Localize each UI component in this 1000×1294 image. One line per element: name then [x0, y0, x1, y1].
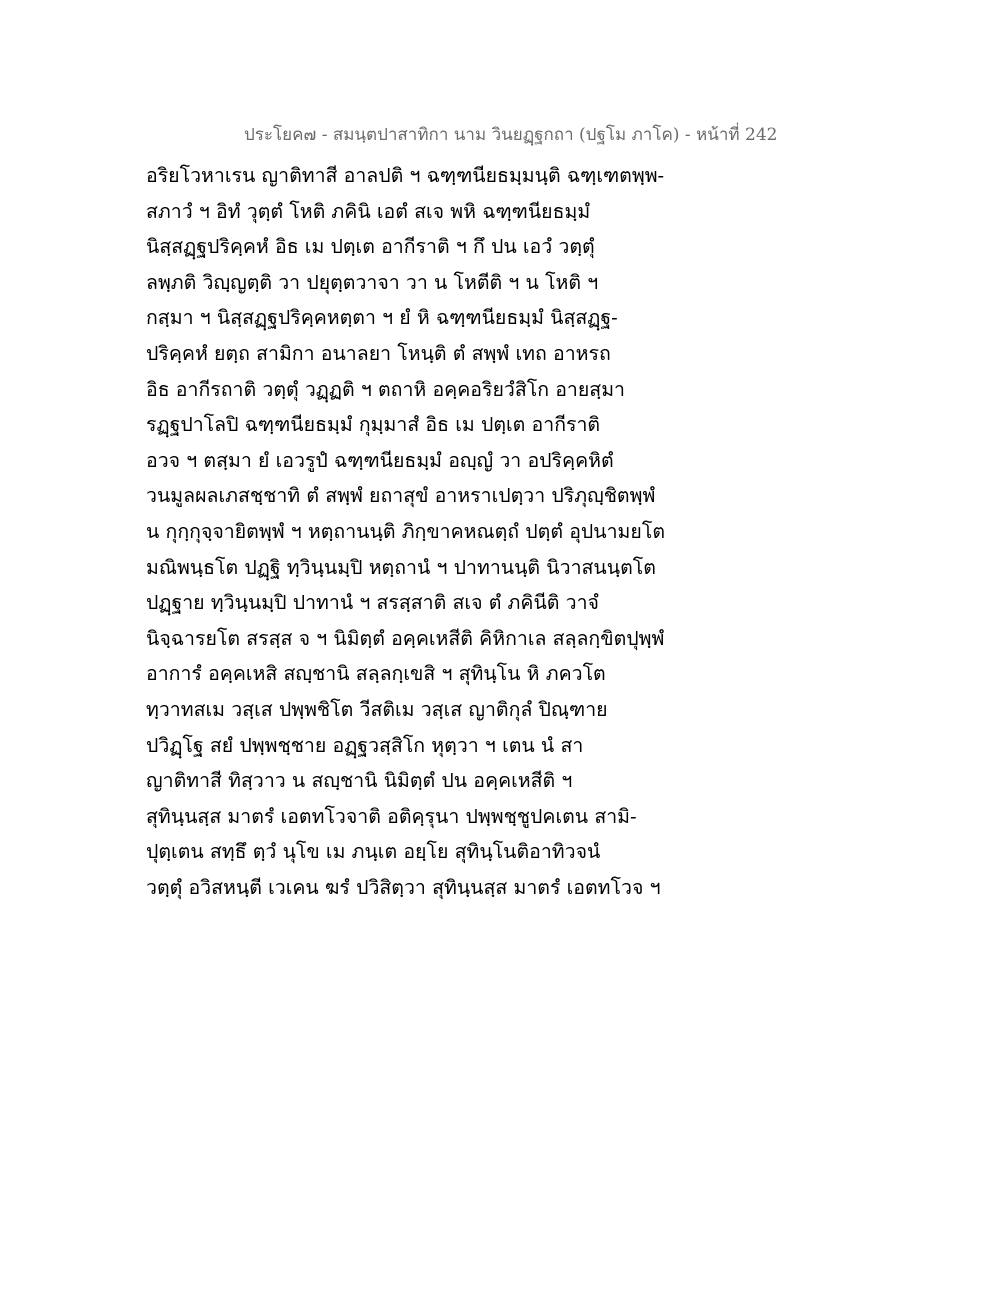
text-line: นิสฺสฏฺฐปริคฺคหํ อิธ เม ปตฺเต อากีราติ ฯ กึ ปน เอวํ วตฺตุํ — [146, 235, 595, 259]
text-line: อิธ อากีรถาติ วตฺตุํ วฏฺฏติ ฯ ตถาหิ อคฺคอริยวํสิโก อายสฺมา — [146, 377, 625, 401]
text-line: ปฏฺฐาย ทฺวินฺนมฺปิ ปาทานํ ฯ สรสฺสาติ สเจ ตํ ภคินีติ วาจํ — [146, 591, 599, 615]
text-line: อริยโวหาเรน ญาติทาสี อาลปติ ฯ ฉฑฺฑนียธมฺมนฺติ ฉฑฺเฑตพฺพ- — [146, 164, 665, 187]
text-line: ลพฺภติ วิญฺญตฺติ วา ปยุตฺตวาจา วา น โหตีติ ฯ น โหติ ฯ — [146, 270, 599, 294]
text-line: ทฺวาทสเม วสฺเส ปพฺพชิโต วีสติเม วสฺเส ญาติกุลํ ปิณฺฑาย — [146, 697, 608, 721]
body-text — [146, 158, 706, 905]
text-line: อาการํ อคฺคเหสิ สญฺชานิ สลฺลกฺเขสิ ฯ สุทินฺโน หิ ภควโต — [146, 662, 606, 686]
text-line: มณิพนฺธโต ปฏฺฐิ ทฺวินฺนมฺปิ หตฺถานํ ฯ ปาทานนฺติ นิวาสนนฺตโต — [146, 555, 656, 579]
text-line: สุทินฺนสฺส มาตรํ เอตทโวจาติ อติคฺรุนา ปพฺพชฺชูปคเตน สามิ- — [146, 804, 637, 828]
text-line: นิจฺฉารยโต สรสฺส จ ฯ นิมิตฺตํ อคฺคเหสีติ คิหิกาเล สลฺลกฺขิตปุพฺพํ — [146, 626, 665, 650]
text-line: สภาวํ ฯ อิทํ วุตฺตํ โหติ ภคินิ เอตํ สเจ พหิ ฉฑฺฑนียธมฺมํ — [146, 199, 591, 223]
text-line: อวจ ฯ ตสฺมา ยํ เอวรูปํ ฉฑฺฑนียธมฺมํ อญฺญํ วา อปริคฺคหิตํ — [146, 448, 614, 472]
text-line: ญาติทาสี ทิสฺวาว น สญฺชานิ นิมิตฺตํ ปน อคฺคเหสีติ ฯ — [146, 769, 573, 793]
text-line: ปริคฺคหํ ยตฺถ สามิกา อนาลยา โหนฺติ ตํ สพฺพํ เทถ อาหรถ — [146, 341, 611, 365]
text-line: วตฺตุํ อวิสหนฺตี เวเคน ฆรํ ปวิสิตฺวา สุทินฺนสฺส มาตรํ เอตทโวจ ฯ — [146, 875, 661, 899]
text-line: วนมูลผลเภสชฺชาทิ ตํ สพฺพํ ยถาสุขํ อาหราเปตฺวา ปริภุญฺชิตพฺพํ — [146, 484, 656, 508]
text-line: ปวิฏฺโฐ สยํ ปพฺพชฺชาย อฏฺฐวสฺสิโก หุตฺวา ฯ เตน นํ สา — [146, 733, 584, 757]
running-header: ประโยค๗ - สมนฺตปาสาทิกา นาม วินยฏฺฐกถา (ปฐโม ภาโค) - หน้าที่ 242 — [244, 125, 778, 145]
text-line: น กุกฺกุจฺจายิตพฺพํ ฯ หตฺถานนฺติ ภิกฺขาคหณตฺถํ ปตฺตํ อุปนามยโต — [146, 519, 665, 543]
text-line: รฏฺฐปาโลปิ ฉฑฺฑนียธมฺมํ กุมฺมาสํ อิธ เม ปตฺเต อากีราติ — [146, 413, 601, 437]
text-line: กสฺมา ฯ นิสฺสฏฺฐปริคฺคหตฺตา ฯ ยํ หิ ฉฑฺฑนียธมฺมํ นิสฺสฏฺฐ- — [146, 306, 618, 330]
text-line: ปุตฺเตน สทฺธึ ตฺวํ นุโข เม ภนฺเต อยฺโย สุทินฺโนติอาทิวจนํ — [146, 840, 601, 864]
